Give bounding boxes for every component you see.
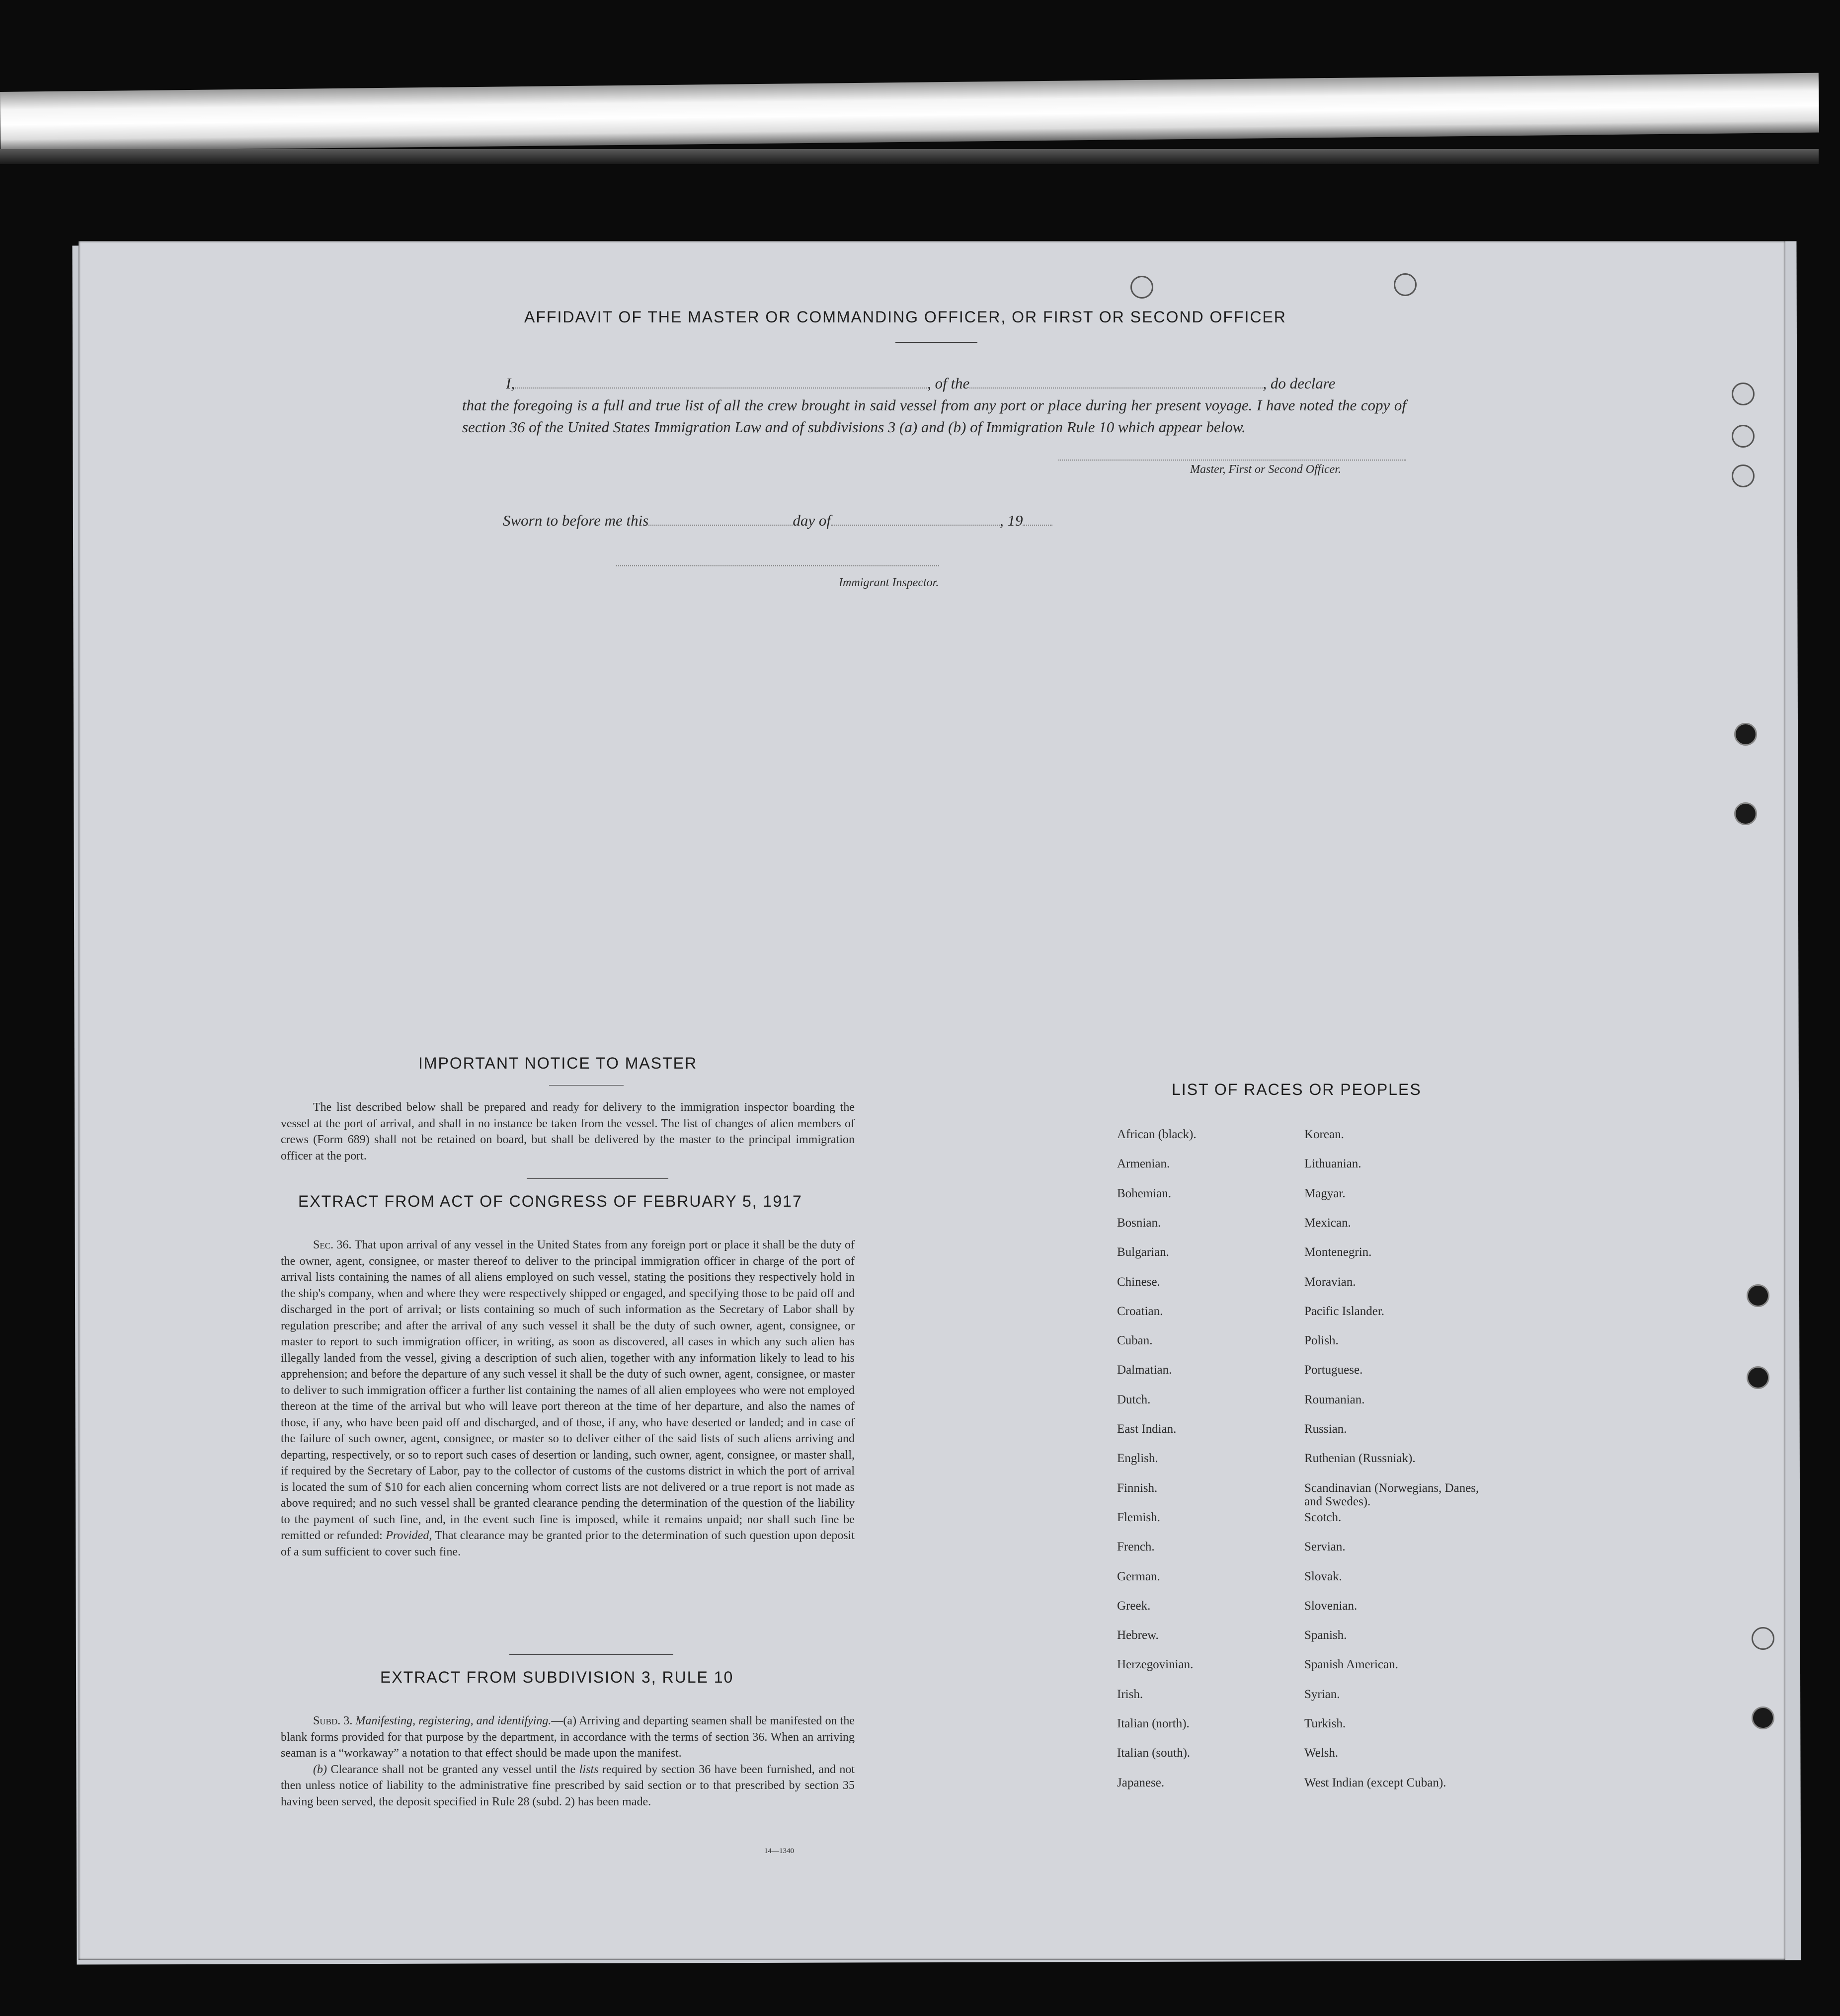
subd-3-paragraph xyxy=(281,1713,855,1762)
rule-text xyxy=(281,1713,855,1810)
punch-hole xyxy=(1732,465,1755,487)
race-item: Herzegovinian. xyxy=(1117,1658,1194,1671)
race-item: English. xyxy=(1117,1452,1158,1465)
notice-text xyxy=(281,1099,855,1164)
race-item: Italian (north). xyxy=(1117,1717,1190,1730)
races-title: LIST OF RACES OR PEOPLES xyxy=(1172,1081,1422,1098)
race-item: Ruthenian (Russniak). xyxy=(1304,1452,1416,1465)
race-item: French. xyxy=(1117,1540,1155,1553)
divider xyxy=(549,1085,624,1086)
sec-36-paragraph xyxy=(281,1237,855,1560)
race-item: Polish. xyxy=(1304,1334,1339,1347)
sworn-day-of: day of xyxy=(793,512,831,529)
subd-b-paragraph xyxy=(281,1762,855,1810)
month-blank[interactable] xyxy=(831,525,1000,526)
punch-hole xyxy=(1732,383,1755,405)
affidavit-body: that the foregoing is a full and true list of all the crew brought in said vessel from any port or place during her present voyage. I have noted the copy of section 36 of the United States Immigration Law and of subdivisions 3 (a) and (b) of Immigration Rule 10 which appear below. xyxy=(462,396,1406,436)
rule-title: EXTRACT FROM SUBDIVISION 3, RULE 10 xyxy=(380,1668,734,1686)
subd-heading: Manifesting, registering, and identifying. xyxy=(355,1714,552,1727)
race-item: Syrian. xyxy=(1304,1688,1340,1701)
race-item: Dutch. xyxy=(1117,1393,1151,1406)
sec-36-text: That upon arrival of any vessel in the United States from any foreign port or place it shall be the duty of the owner, agent, consignee, or master thereof to deliver to the principal immigration officer in charge of the port of arrival lists containing the names of all aliens employed on such vessel, stating the positions they respectively hold in the ship's company, when and where they were respectively shipped or engaged, and specifying those to be paid off and discharged in the port of arrival; or lists containing so much of such information as the Secretary of Labor shall by regulation prescribe; and after the arrival of any such vessel it shall be the duty of such owner, agent, consignee, or master to report to such immigration officer, in writing, as soon as discovered, all cases in which any such alien has illegally landed from the vessel, giving a description of such alien, together with any information likely to lead to his apprehension; and before the departure of any such vessel it shall be the duty of such owner, agent, consignee, or master to deliver to such immigration officer a further list containing the names of all alien employees who were not employed thereon at the time of the arrival but who will leave port thereon at the time of her departure, and also the names of those, if any, who have been paid off and discharged, and of those, if any, who have deserted or landed; and in case of the failure of such owner, agent, consignee, or master so to deliver either of the said lists of such aliens arriving and departing, respectively, or so to report such cases of desertion or landing, such owner, agent, consignee, or master shall, if required by the Secretary of Labor, pay to the collector of customs of the customs district in which the port of arrival is located the sum of $10 for each alien concerning whom correct lists are not delivered or a true report is not made as above required; and no such vessel shall be granted clearance pending the determination of the question of the liability to the payment of such fine, and, in the event such fine is imposed, while it remains unpaid; nor shall such fine be remitted or refunded: xyxy=(281,1239,855,1542)
race-item: Pacific Islander. xyxy=(1304,1305,1385,1318)
subd-b-label: (b) xyxy=(313,1763,327,1776)
punch-hole xyxy=(1734,723,1757,746)
divider xyxy=(509,1654,673,1655)
notice-paragraph: The list described below shall be prepared and ready for delivery to the immigration inspector boarding the vessel at the port of arrival, and shall in no instance be taken from the vessel. The list of changes of alien members of crews (Form 689) shall not be retained on board, but shall be delivered by the master to the principal immigration officer at the port. xyxy=(281,1101,855,1163)
microfilm-shadow xyxy=(0,149,1819,164)
inspector-signature-line[interactable] xyxy=(616,565,939,566)
race-item: Korean. xyxy=(1304,1128,1344,1141)
race-item: Bulgarian. xyxy=(1117,1245,1169,1259)
race-item: Italian (south). xyxy=(1117,1746,1191,1760)
affidavit-declare: , do declare xyxy=(1263,375,1336,392)
master-signature-line[interactable] xyxy=(1058,460,1406,461)
race-item: Montenegrin. xyxy=(1304,1245,1372,1259)
race-item: Slovak. xyxy=(1304,1570,1342,1583)
subd-label: Subd. 3. xyxy=(313,1714,353,1727)
race-item: Magyar. xyxy=(1304,1187,1346,1200)
subd-b-lists: lists xyxy=(579,1763,599,1776)
punch-hole xyxy=(1394,273,1417,296)
race-item: Chinese. xyxy=(1117,1275,1160,1289)
race-item: Servian. xyxy=(1304,1540,1346,1553)
race-item: Portuguese. xyxy=(1304,1363,1363,1377)
race-item: German. xyxy=(1117,1570,1160,1583)
microfilm-glare xyxy=(0,73,1819,152)
year-blank[interactable] xyxy=(1023,525,1052,526)
act-title: EXTRACT FROM ACT OF CONGRESS OF FEBRUARY 5, 1917 xyxy=(298,1192,802,1210)
punch-hole xyxy=(1752,1706,1774,1729)
race-item: West Indian (except Cuban). xyxy=(1304,1776,1446,1789)
race-item: Flemish. xyxy=(1117,1511,1160,1524)
subd-b-text-2: required by section 36 have been furnished, and not then unless notice of liability to the administrative fine prescribed by said section or to that prescribed by section 35 having been served, the deposit specified in Rule 28 (subd. 2) has been made. xyxy=(281,1763,855,1808)
inspector-signature-label: Immigrant Inspector. xyxy=(839,576,939,589)
race-item: Moravian. xyxy=(1304,1275,1356,1289)
race-item: Scandinavian (Norwegians, Danes, and Swedes). xyxy=(1304,1481,1479,1508)
race-item: Lithuanian. xyxy=(1304,1157,1361,1170)
race-item: Turkish. xyxy=(1304,1717,1346,1730)
race-item: Slovenian. xyxy=(1304,1599,1358,1613)
affidavit-of-the: , of the xyxy=(927,375,970,392)
sworn-line xyxy=(503,512,1052,530)
punch-hole xyxy=(1732,425,1755,448)
form-number: 14—1340 xyxy=(764,1847,794,1855)
sec-36-proviso: That clearance may be granted prior to the determination of such question upon deposit of a sum sufficient to cover such fine. xyxy=(281,1529,855,1558)
divider xyxy=(895,342,977,343)
day-blank[interactable] xyxy=(648,525,793,526)
affidavit-text xyxy=(462,373,1406,438)
race-item: Greek. xyxy=(1117,1599,1151,1613)
punch-hole xyxy=(1734,802,1757,825)
race-item: Spanish American. xyxy=(1304,1658,1398,1671)
divider xyxy=(527,1178,668,1179)
punch-hole xyxy=(1752,1627,1774,1650)
race-item: African (black). xyxy=(1117,1128,1197,1141)
subd-b-text-1: Clearance shall not be granted any vessel until the xyxy=(330,1763,576,1776)
punch-hole xyxy=(1747,1366,1769,1389)
notice-title: IMPORTANT NOTICE TO MASTER xyxy=(418,1054,698,1072)
affidavit-line-1 xyxy=(462,373,1406,394)
act-text xyxy=(281,1237,855,1560)
race-item: Cuban. xyxy=(1117,1334,1153,1347)
affidavit-i: I, xyxy=(506,375,515,392)
sec-label: Sec. 36. xyxy=(313,1239,352,1251)
race-item: Bosnian. xyxy=(1117,1216,1161,1230)
race-item: Roumanian. xyxy=(1304,1393,1365,1406)
race-item: Welsh. xyxy=(1304,1746,1339,1760)
race-item: Spanish. xyxy=(1304,1628,1347,1642)
race-item: Hebrew. xyxy=(1117,1628,1159,1642)
race-item: Croatian. xyxy=(1117,1305,1163,1318)
sworn-year: , 19 xyxy=(999,512,1023,529)
provided-label: Provided, xyxy=(386,1529,432,1542)
punch-hole xyxy=(1130,276,1153,299)
affidavit-title: AFFIDAVIT OF THE MASTER OR COMMANDING OFFICER, OR FIRST OR SECOND OFFICER xyxy=(524,308,1286,326)
race-item: Bohemian. xyxy=(1117,1187,1172,1200)
race-item: Russian. xyxy=(1304,1422,1347,1436)
subd-a-text: —(a) Arriving and departing seamen shall be manifested on the blank forms provided for that purpose by the department, in accordance with the terms of section 36. When an arriving seaman is a “workaway” a notation to that effect should be made upon the manifest. xyxy=(281,1714,855,1760)
race-item: Irish. xyxy=(1117,1688,1143,1701)
race-item: Japanese. xyxy=(1117,1776,1165,1789)
sworn-prefix: Sworn to before me this xyxy=(503,512,649,529)
race-item: East Indian. xyxy=(1117,1422,1177,1436)
race-item: Dalmatian. xyxy=(1117,1363,1172,1377)
master-signature-label: Master, First or Second Officer. xyxy=(1190,463,1341,476)
punch-hole xyxy=(1747,1284,1769,1307)
race-item: Mexican. xyxy=(1304,1216,1351,1230)
race-item: Finnish. xyxy=(1117,1481,1158,1495)
race-item: Armenian. xyxy=(1117,1157,1170,1170)
race-item: Scotch. xyxy=(1304,1511,1342,1524)
